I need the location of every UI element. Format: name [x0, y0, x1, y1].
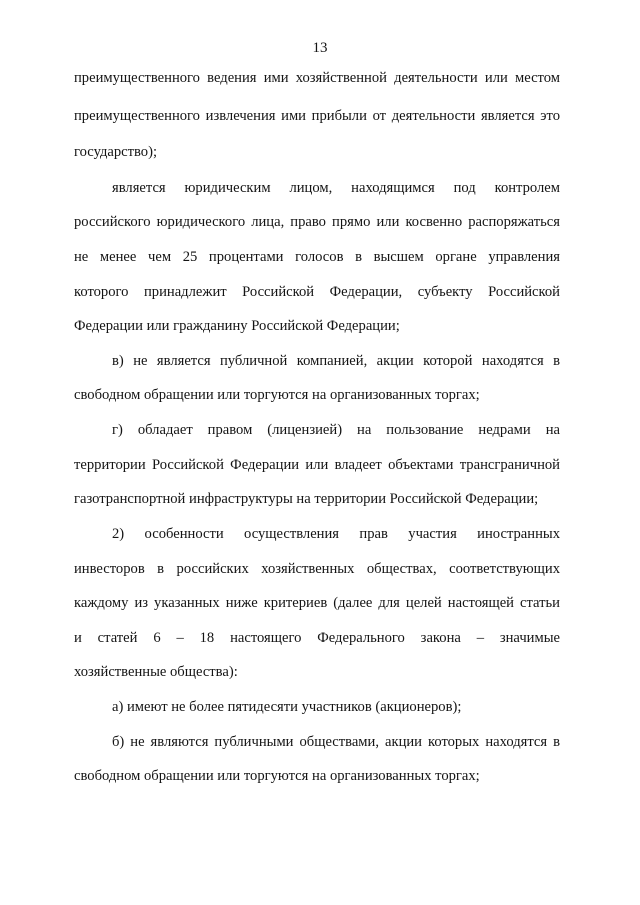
- text-line: б) не являются публичными обществами, акции которых находятся в: [112, 734, 560, 750]
- text-line: не менее чем 25 процентами голосов в высшем органе управления: [74, 249, 560, 265]
- text-line: является юридическим лицом, находящимся под контролем: [112, 180, 560, 196]
- text-line: территории Российской Федерации или владеет объектами трансграничной: [74, 457, 560, 473]
- text-line: свободном обращении или торгуются на организованных торгах;: [74, 768, 480, 784]
- text-line: каждому из указанных ниже критериев (далее для целей настоящей статьи: [74, 595, 560, 611]
- text-line: преимущественного ведения ими хозяйственной деятельности или местом: [74, 70, 560, 86]
- text-line: Федерации или гражданину Российской Федерации;: [74, 318, 400, 334]
- text-line: и статей 6 – 18 настоящего Федерального закона – значимые: [74, 630, 560, 646]
- text-line: которого принадлежит Российской Федерации, субъекту Российской: [74, 284, 560, 300]
- text-line: свободном обращении или торгуются на организованных торгах;: [74, 387, 480, 403]
- text-line: российского юридического лица, право прямо или косвенно распоряжаться: [74, 214, 560, 230]
- page-number: 13: [312, 40, 328, 56]
- text-line: в) не является публичной компанией, акции которой находятся в: [112, 353, 560, 369]
- text-line: газотранспортной инфраструктуры на территории Российской Федерации;: [74, 491, 539, 507]
- text-line: г) обладает правом (лицензией) на пользование недрами на: [112, 422, 560, 438]
- text-line: а) имеют не более пятидесяти участников (акционеров);: [112, 699, 462, 715]
- text-line: преимущественного извлечения ими прибыли от деятельности является это: [74, 108, 560, 124]
- text-line: хозяйственные общества):: [74, 664, 238, 680]
- text-line: инвесторов в российских хозяйственных обществах, соответствующих: [74, 561, 560, 577]
- text-line: государство);: [74, 144, 158, 160]
- text-line: 2) особенности осуществления прав участия иностранных: [112, 526, 560, 542]
